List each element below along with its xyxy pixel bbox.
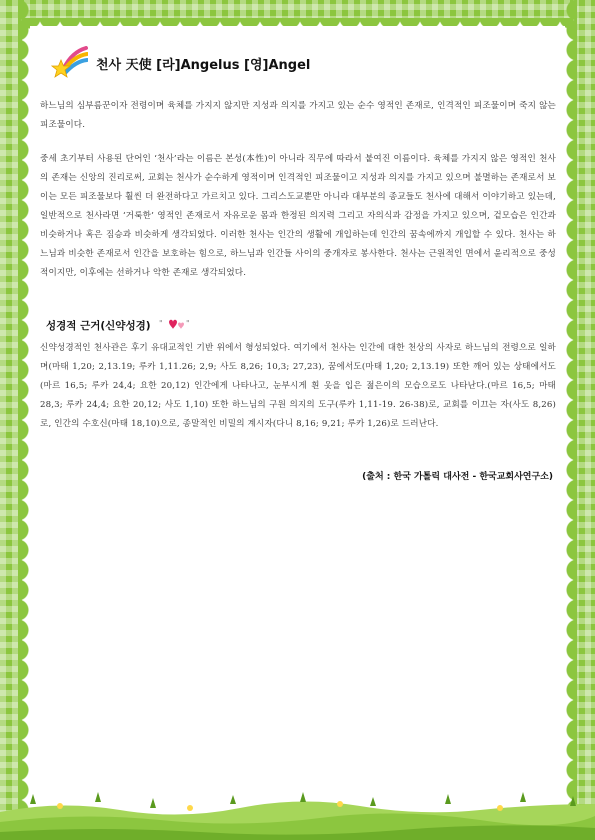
title-row [50, 46, 310, 80]
shooting-star-icon [50, 46, 88, 80]
scripture-paragraph: 신약성경적인 천사관은 후기 유대교적인 기반 위에서 형성되었다. 여기에서 천사는 인간에 대한 천상의 사자로 하느님의 전령으로 일하며(마태 1,20; 2,13.19; 루카 1,11.26; 2,9; 사도 8,26; 10,3; 27,23), 꿈에서도(마태 1,20; 2,13.19) 또한 깨어 있는 상태에서도(마르 16,5; 루카 24,4; 요한 20,12) 인간에게 나타나고, 눈부시게 흰 옷을 입은 젊은이의 모습으로도 나타난다.(마르 16,5; 마태 28,3; 루카 24,4; 요한 20,12; 사도 1,10) 또한 하느님의 구원 의지의 도구(루카 1,11-19. 26-38)로, 교회를 이끄는 자(사도 8,26)로, 인간의 수호신(마태 18,10)으로, 종말적인 비밀의 계시자(다니 8,16; 9,21; 루카 1,26)로 드러난다. [40, 343, 556, 429]
hearts-icon [159, 317, 199, 333]
page-title: 천사 天使 [라]Angelus [영]Angel [96, 57, 311, 73]
decorative-left-border [0, 0, 22, 840]
decorative-top-border [0, 0, 595, 22]
decorative-right-border [573, 0, 595, 840]
section-heading-row [46, 317, 199, 333]
body-paragraph: 중세 초기부터 사용된 단어인 ‘천사’라는 이름은 본성(本性)이 아니라 직무에 따라서 붙여진 이름이다. 육체를 가지지 않은 영적인 천사의 존재는 신앙의 진리로써, 교회는 천사가 순수하게 영적이며 인격적인 피조물이고 지성과 의지를 가지고 있으며 불멸하는 존재로서 보이는 모든 피조물보다 훨씬 더 완전하다고 가르치고 있다. 그리스도교뿐만 아니라 대부분의 종교들도 천사에 대해서 이야기하고 있는데, 일반적으로 천사라면 ‘거룩한’ 영적인 존재로서 자유로운 몸과 한정된 의지력 그리고 자의식과 감정을 가지고 있으며, 겉모습은 인간과 비슷하거나 혹은 짐승과 비슷하게 생각되었다. 이러한 천사는 인간의 생활에 개입하는데 인간의 꿈속에까지 개입할 수 있다. 천사는 하느님과 비슷한 존재로서 인간을 보호하는 힘으로, 하느님과 인간들 사이의 중개자로 봉사한다. 천사는 근원적인 면에서 윤리적으로 중성적이지만, 이후에는 선하거나 악한 존재로 생각되었다. [40, 154, 556, 278]
svg-text:": " [158, 319, 163, 328]
section-title: 성경적 근거(신약성경) [46, 319, 151, 332]
source-citation: (출처 : 한국 가톨릭 대사전 - 한국교회사연구소) [362, 472, 553, 482]
grass-decoration [0, 782, 595, 840]
intro-paragraph: 하느님의 심부름꾼이자 전령이며 육체를 가지지 않지만 지성과 의지를 가지고 있는 순수 영적인 존재로, 인격적인 피조물이며 죽지 않는 피조물이다. [40, 101, 556, 130]
svg-text:": " [185, 319, 190, 328]
